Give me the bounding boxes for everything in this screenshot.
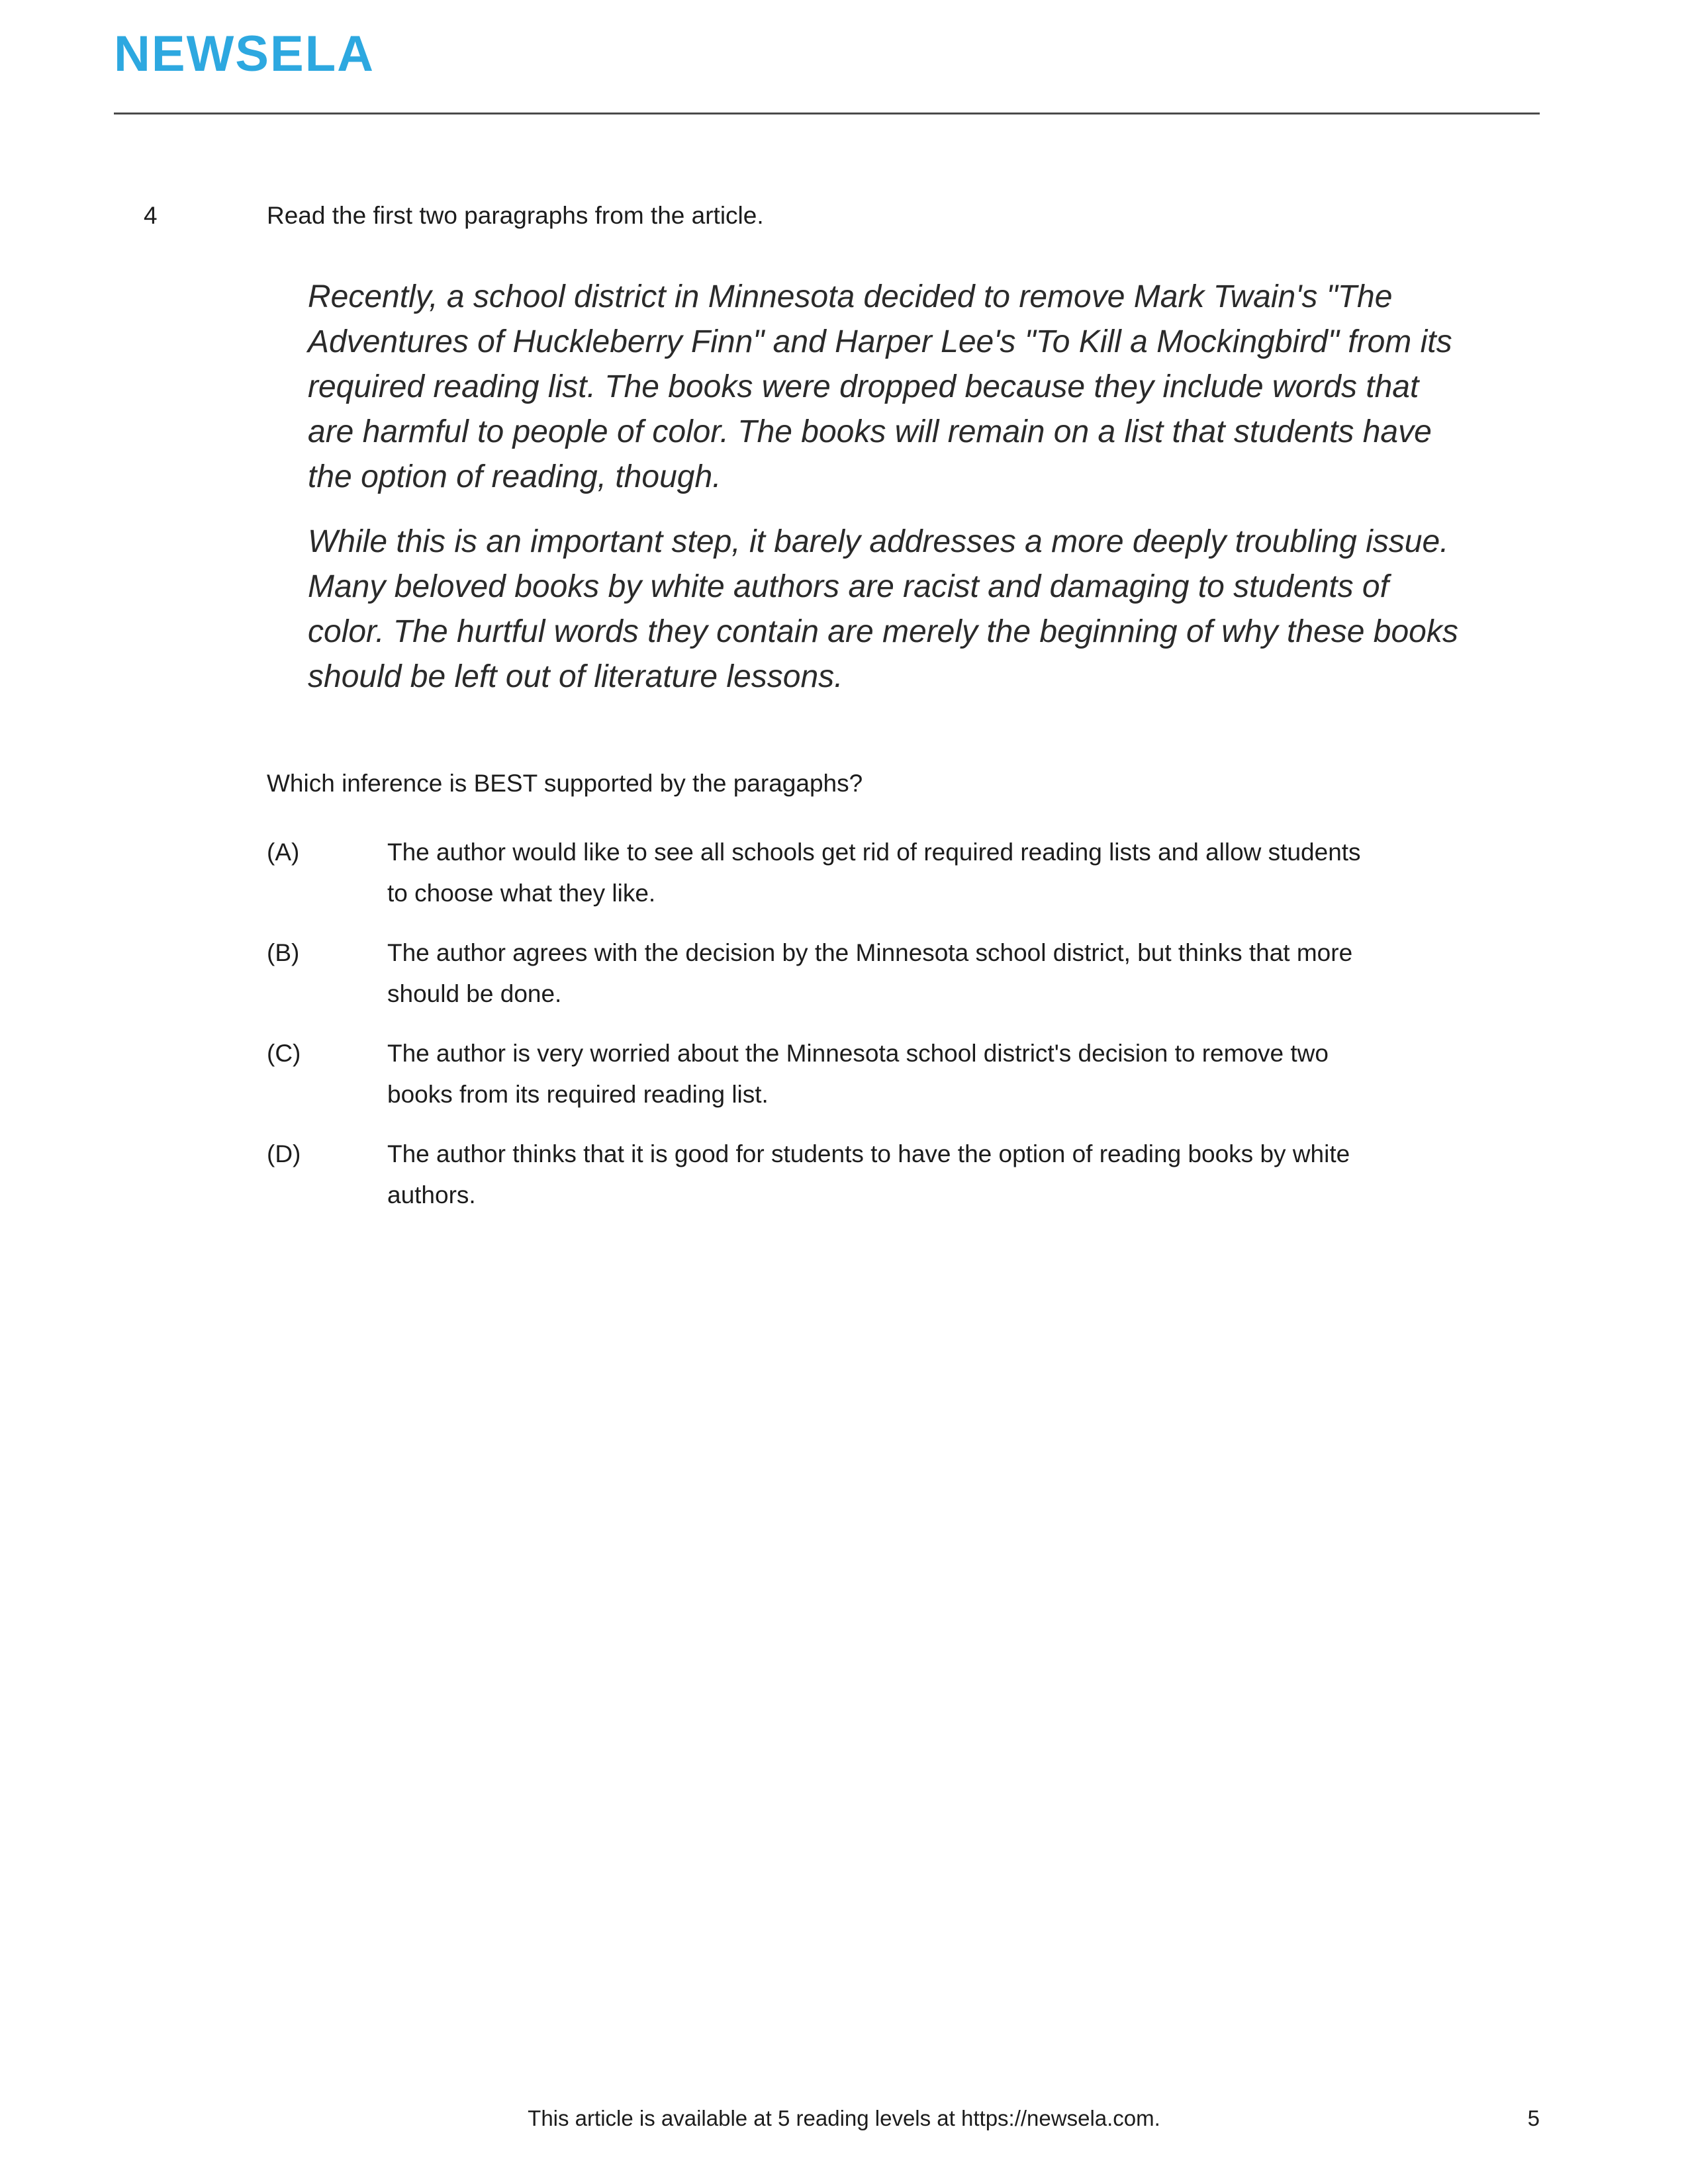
header-divider bbox=[114, 113, 1540, 114]
choice-text: The author would like to see all schools get rid of required reading lists and allow students to choose what they like. bbox=[387, 839, 1361, 907]
answer-choice-a bbox=[267, 832, 1534, 914]
page-number: 5 bbox=[1527, 2106, 1540, 2130]
choice-label: (D) bbox=[267, 1140, 301, 1167]
answer-choice-b bbox=[267, 933, 1534, 1015]
question-block bbox=[144, 195, 1534, 1234]
choice-text: The author thinks that it is good for students to have the option of reading books by white authors. bbox=[387, 1140, 1350, 1208]
question-stem: Which inference is BEST supported by the paragaphs? bbox=[267, 770, 863, 797]
choice-label: (C) bbox=[267, 1040, 301, 1067]
footer-availability-note: This article is available at 5 reading levels at https://newsela.com. bbox=[528, 2106, 1160, 2130]
answer-choices bbox=[267, 832, 1534, 1216]
choice-text: The author agrees with the decision by the Minnesota school district, but thinks that more should be done. bbox=[387, 939, 1353, 1007]
article-excerpt bbox=[308, 275, 1473, 700]
question-main bbox=[267, 195, 1534, 1234]
excerpt-paragraph: Recently, a school district in Minnesota decided to remove Mark Twain's "The Adventures of Huckleberry Finn" and Harper Lee's "To Kill a Mockingbird" from its required reading list. The books were dropped because they include words that are harmful to people of color. The books will remain on a list that students have the option of reading, though. bbox=[308, 279, 1452, 494]
question-number: 4 bbox=[144, 202, 158, 229]
answer-choice-d bbox=[267, 1134, 1534, 1216]
answer-choice-c bbox=[267, 1033, 1534, 1115]
choice-label: (A) bbox=[267, 839, 300, 866]
question-prompt: Read the first two paragraphs from the article. bbox=[267, 202, 764, 229]
newsela-logo: NEWSELA bbox=[114, 26, 375, 82]
excerpt-paragraph: While this is an important step, it barely addresses a more deeply troubling issue. Many beloved books by white authors are racist and damaging to students of color. The hurtful words they contain are merely the beginning of why these books should be left out of literature lessons. bbox=[308, 524, 1458, 694]
choice-text: The author is very worried about the Minnesota school district's decision to remove two books from its required reading list. bbox=[387, 1040, 1329, 1108]
choice-label: (B) bbox=[267, 939, 300, 966]
